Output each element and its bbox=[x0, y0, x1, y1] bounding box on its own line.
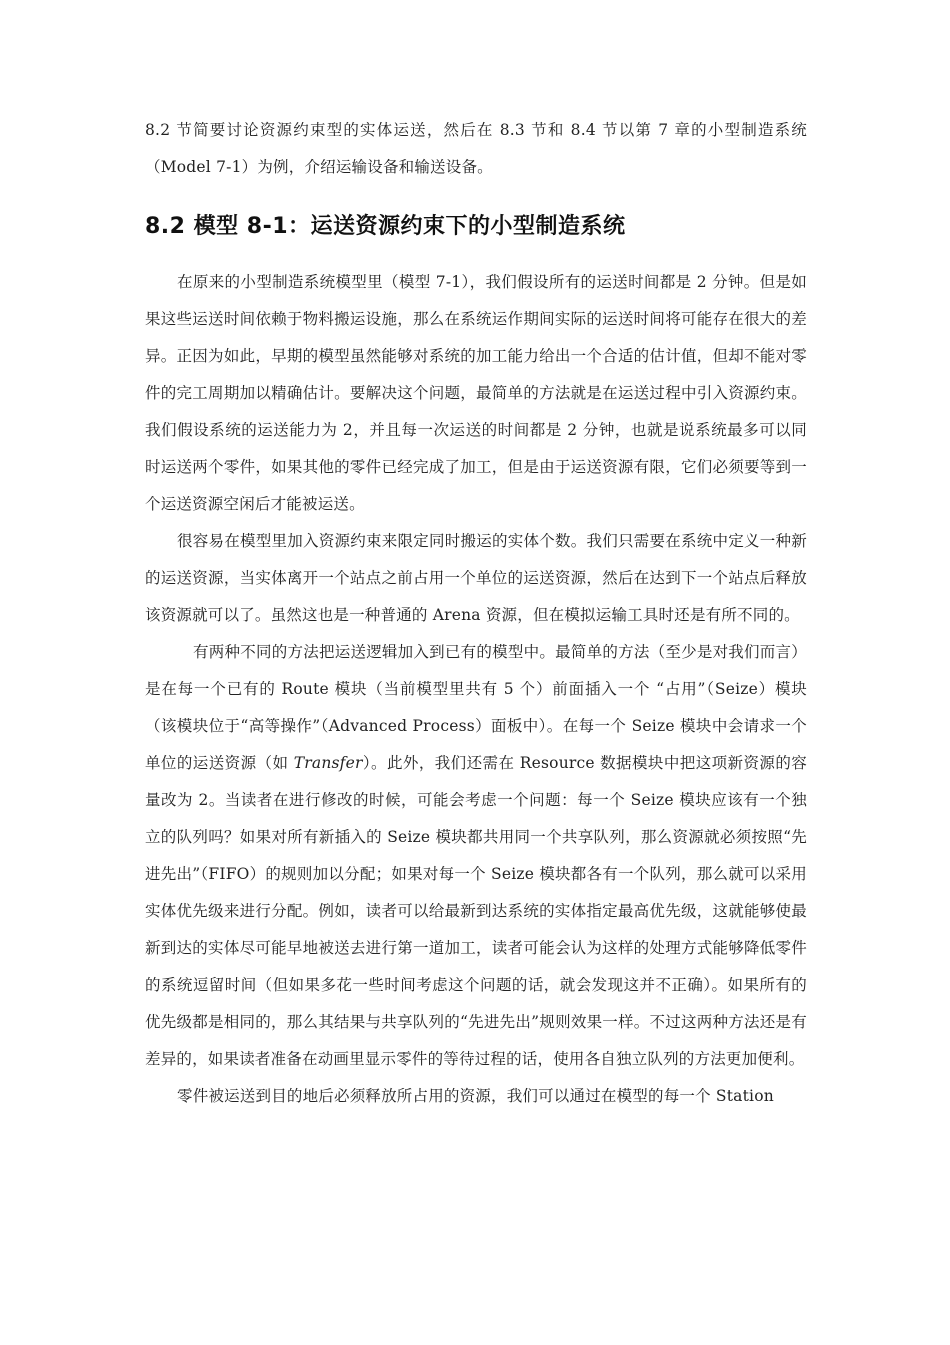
body-paragraph-3 bbox=[145, 634, 807, 1078]
body-paragraph-2: 很容易在模型里加入资源约束来限定同时搬运的实体个数。我们只需要在系统中定义一种新的运送资源，当实体离开一个站点之前占用一个单位的运送资源，然后在达到下一个站点后释放该资源就可以了。虽然这也是一种普通的 Arena 资源，但在模拟运输工具时还是有所不同的。 bbox=[145, 532, 807, 624]
intro-paragraph: 8.2 节简要讨论资源约束型的实体运送，然后在 8.3 节和 8.4 节以第 7 章的小型制造系统（Model 7-1）为例，介绍运输设备和输送设备。 bbox=[145, 121, 807, 176]
section-heading: 8.2 模型 8-1：运送资源约束下的小型制造系统 bbox=[145, 214, 626, 239]
body-paragraph-3-part-1: 有两种不同的方法把运送逻辑加入到已有的模型中。最简单的方法（至少是对我们而言）是在每一个已有的 Route 模块（当前模型里共有 5 个）前面插入一个 “占用”（Seize）模块（该模块位于“高等操作”（Advanced Process）面板中）。在每一个 Seize 模块中会请求一个单位的运送资源（如 bbox=[145, 643, 807, 772]
document-page bbox=[145, 112, 807, 1115]
body-paragraph-3-italic-term: Transfer bbox=[293, 754, 363, 772]
body-paragraph-3-part-2: ）。此外，我们还需在 Resource 数据模块中把这项新资源的容量改为 2。当读者在进行修改的时候，可能会考虑一个问题：每一个 Seize 模块应该有一个独立的队列吗？如果对所有新插入的 Seize 模块都共用同一个共享队列，那么资源就必须按照“先进先出”（FIFO）的规则加以分配；如果对每一个 Seize 模块都各有一个队列，那么就可以采用实体优先级来进行分配。例如，读者可以给最新到达系统的实体指定最高优先级，这就能够使最新到达的实体尽可能早地被送去进行第一道加工，读者可能会认为这样的处理方式能够降低零件的系统逗留时间（但如果多花一些时间考虑这个问题的话，就会发现这并不正确）。如果所有的优先级都是相同的，那么其结果与共享队列的“先进先出”规则效果一样。不过这两种方法还是有差异的，如果读者准备在动画里显示零件的等待过程的话，使用各自独立队列的方法更加便利。 bbox=[145, 754, 807, 1068]
body-paragraph-4: 零件被运送到目的地后必须释放所占用的资源，我们可以通过在模型的每一个 Station bbox=[177, 1087, 774, 1105]
body-paragraph-1: 在原来的小型制造系统模型里（模型 7-1），我们假设所有的运送时间都是 2 分钟。但是如果这些运送时间依赖于物料搬运设施，那么在系统运作期间实际的运送时间将可能存在很大的差异。正因为如此，早期的模型虽然能够对系统的加工能力给出一个合适的估计值，但却不能对零件的完工周期加以精确估计。要解决这个问题，最简单的方法就是在运送过程中引入资源约束。我们假设系统的运送能力为 2，并且每一次运送的时间都是 2 分钟，也就是说系统最多可以同时运送两个零件，如果其他的零件已经完成了加工，但是由于运送资源有限，它们必须要等到一个运送资源空闲后才能被运送。 bbox=[145, 273, 807, 513]
